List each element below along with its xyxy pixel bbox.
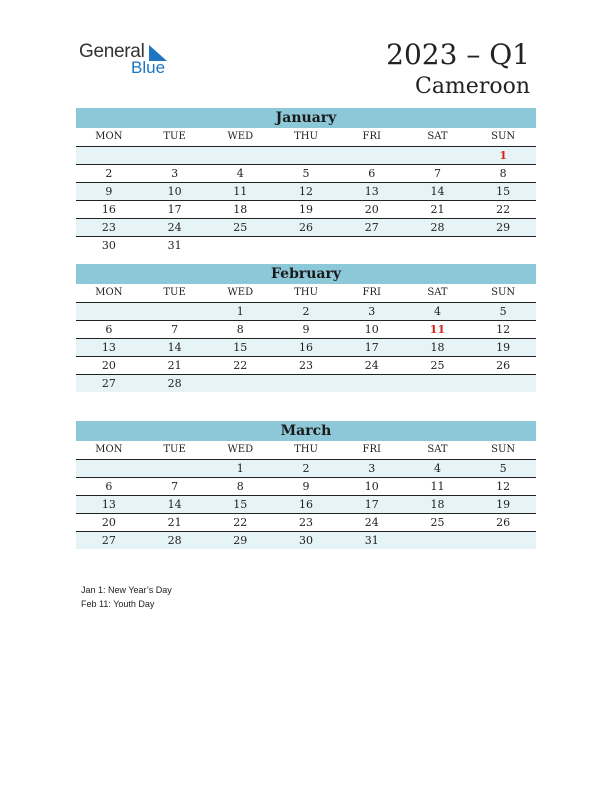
week-row: [76, 357, 536, 375]
date-cell: 9: [302, 323, 310, 336]
date-cell: [339, 375, 405, 392]
date-cell: 6: [105, 480, 113, 493]
date-cell: 31: [167, 239, 182, 252]
holiday-date-cell: 1: [499, 149, 507, 162]
weekday-label: TUE: [163, 444, 186, 455]
week-row: [76, 514, 536, 532]
date-cell: 24: [364, 359, 379, 372]
week-row: [76, 147, 536, 165]
weekday-label: SUN: [491, 287, 516, 298]
weekday-label: FRI: [362, 131, 381, 142]
date-cell: 6: [105, 323, 113, 336]
logo-general-text: General: [79, 41, 145, 62]
date-cell: [273, 237, 339, 254]
date-cell: 30: [299, 534, 314, 547]
weekday-label: WED: [227, 444, 254, 455]
weekday-label: FRI: [362, 287, 381, 298]
date-cell: 9: [302, 480, 310, 493]
weekday-label: TUE: [163, 131, 186, 142]
weekday-label: SAT: [427, 444, 448, 455]
date-cell: 10: [364, 323, 379, 336]
date-cell: 17: [167, 203, 182, 216]
date-cell: 1: [236, 462, 244, 475]
date-cell: 8: [236, 323, 244, 336]
date-cell: 16: [299, 498, 314, 511]
date-cell: 27: [101, 534, 116, 547]
date-cell: 7: [433, 167, 441, 180]
week-row: [76, 237, 536, 254]
date-cell: [142, 147, 208, 164]
date-cell: 4: [236, 167, 244, 180]
weekday-label: SUN: [491, 131, 516, 142]
date-cell: 28: [430, 221, 445, 234]
date-cell: 22: [233, 359, 248, 372]
holiday-note: Jan 1: New Year’s Day: [81, 585, 172, 595]
date-cell: 15: [496, 185, 511, 198]
date-cell: 14: [167, 498, 182, 511]
date-cell: 22: [496, 203, 511, 216]
holiday-note: Feb 11: Youth Day: [81, 599, 155, 609]
date-cell: 25: [233, 221, 248, 234]
weekday-label: THU: [294, 131, 318, 142]
date-cell: 12: [299, 185, 314, 198]
date-cell: [470, 237, 536, 254]
date-cell: [207, 237, 273, 254]
logo-blue-text: Blue: [131, 58, 166, 77]
month-march: [76, 421, 536, 549]
date-cell: [405, 237, 471, 254]
date-cell: 10: [364, 480, 379, 493]
weekday-label: WED: [227, 287, 254, 298]
date-cell: 18: [430, 498, 445, 511]
weekday-label: THU: [294, 287, 318, 298]
date-cell: 27: [101, 377, 116, 390]
weekday-label: SAT: [427, 287, 448, 298]
date-cell: 17: [364, 498, 379, 511]
date-cell: 22: [233, 516, 248, 529]
weekday-label: SAT: [427, 131, 448, 142]
date-cell: 18: [233, 203, 248, 216]
weekday-header-row: [76, 128, 536, 147]
date-cell: 15: [233, 341, 248, 354]
date-cell: 5: [499, 305, 507, 318]
date-cell: 4: [433, 462, 441, 475]
date-cell: [142, 303, 208, 320]
date-cell: 11: [233, 185, 248, 198]
month-header: February: [76, 264, 536, 284]
weekday-label: SUN: [491, 444, 516, 455]
weekday-label: MON: [95, 287, 123, 298]
week-row: [76, 339, 536, 357]
date-cell: 8: [236, 480, 244, 493]
month-february: [76, 264, 536, 392]
date-cell: 24: [364, 516, 379, 529]
week-row: [76, 183, 536, 201]
date-cell: 15: [233, 498, 248, 511]
date-cell: 10: [167, 185, 182, 198]
week-row: [76, 375, 536, 392]
week-row: [76, 532, 536, 549]
date-cell: 17: [364, 341, 379, 354]
month-header: March: [76, 421, 536, 441]
date-cell: [273, 147, 339, 164]
date-cell: [405, 532, 471, 549]
date-cell: [273, 375, 339, 392]
date-cell: 28: [167, 377, 182, 390]
date-cell: [470, 532, 536, 549]
date-cell: 29: [496, 221, 511, 234]
weekday-header-row: [76, 284, 536, 303]
date-cell: 20: [364, 203, 379, 216]
date-cell: 31: [364, 534, 379, 547]
month-january: [76, 108, 536, 254]
date-cell: [339, 237, 405, 254]
week-row: [76, 321, 536, 339]
date-cell: 3: [368, 462, 376, 475]
date-cell: [76, 147, 142, 164]
weekday-label: WED: [227, 131, 254, 142]
week-row: [76, 478, 536, 496]
date-cell: 3: [368, 305, 376, 318]
date-cell: 23: [299, 359, 314, 372]
date-cell: 23: [299, 516, 314, 529]
date-cell: 26: [299, 221, 314, 234]
date-cell: 11: [430, 480, 445, 493]
page-title: 2023 – Q1: [386, 38, 530, 71]
date-cell: 26: [496, 359, 511, 372]
date-cell: 9: [105, 185, 113, 198]
date-cell: 3: [171, 167, 179, 180]
date-cell: [76, 303, 142, 320]
date-cell: 16: [299, 341, 314, 354]
week-row: [76, 165, 536, 183]
date-cell: 18: [430, 341, 445, 354]
date-cell: 19: [496, 341, 511, 354]
date-cell: 20: [101, 516, 116, 529]
date-cell: 8: [499, 167, 507, 180]
date-cell: 24: [167, 221, 182, 234]
date-cell: 14: [167, 341, 182, 354]
weekday-label: MON: [95, 444, 123, 455]
date-cell: 25: [430, 516, 445, 529]
holiday-date-cell: 11: [429, 323, 446, 336]
date-cell: 27: [364, 221, 379, 234]
date-cell: 16: [101, 203, 116, 216]
weekday-header-row: [76, 441, 536, 460]
date-cell: 5: [302, 167, 310, 180]
date-cell: [207, 147, 273, 164]
week-row: [76, 460, 536, 478]
date-cell: 2: [302, 462, 310, 475]
date-cell: [405, 375, 471, 392]
week-row: [76, 201, 536, 219]
date-cell: 13: [101, 498, 116, 511]
date-cell: 5: [499, 462, 507, 475]
date-cell: 19: [496, 498, 511, 511]
date-cell: 21: [430, 203, 445, 216]
date-cell: [405, 147, 471, 164]
date-cell: [76, 460, 142, 477]
country-name: Cameroon: [414, 74, 530, 99]
date-cell: 20: [101, 359, 116, 372]
weekday-label: TUE: [163, 287, 186, 298]
date-cell: 28: [167, 534, 182, 547]
weekday-label: THU: [294, 444, 318, 455]
date-cell: 29: [233, 534, 248, 547]
logo: [79, 41, 166, 77]
date-cell: 7: [171, 480, 179, 493]
date-cell: 19: [299, 203, 314, 216]
date-cell: [339, 147, 405, 164]
date-cell: 12: [496, 480, 511, 493]
date-cell: 7: [171, 323, 179, 336]
date-cell: 6: [368, 167, 376, 180]
weekday-label: FRI: [362, 444, 381, 455]
month-header: January: [76, 108, 536, 128]
week-row: [76, 219, 536, 237]
date-cell: 1: [236, 305, 244, 318]
date-cell: 12: [496, 323, 511, 336]
date-cell: [207, 375, 273, 392]
date-cell: 2: [302, 305, 310, 318]
date-cell: 26: [496, 516, 511, 529]
date-cell: 2: [105, 167, 113, 180]
date-cell: 25: [430, 359, 445, 372]
date-cell: 23: [101, 221, 116, 234]
date-cell: 30: [101, 239, 116, 252]
holiday-notes: [81, 583, 172, 611]
date-cell: 13: [364, 185, 379, 198]
date-cell: 4: [433, 305, 441, 318]
date-cell: 21: [167, 516, 182, 529]
date-cell: [470, 375, 536, 392]
week-row: [76, 496, 536, 514]
week-row: [76, 303, 536, 321]
date-cell: [142, 460, 208, 477]
weekday-label: MON: [95, 131, 123, 142]
date-cell: 14: [430, 185, 445, 198]
date-cell: 13: [101, 341, 116, 354]
date-cell: 21: [167, 359, 182, 372]
